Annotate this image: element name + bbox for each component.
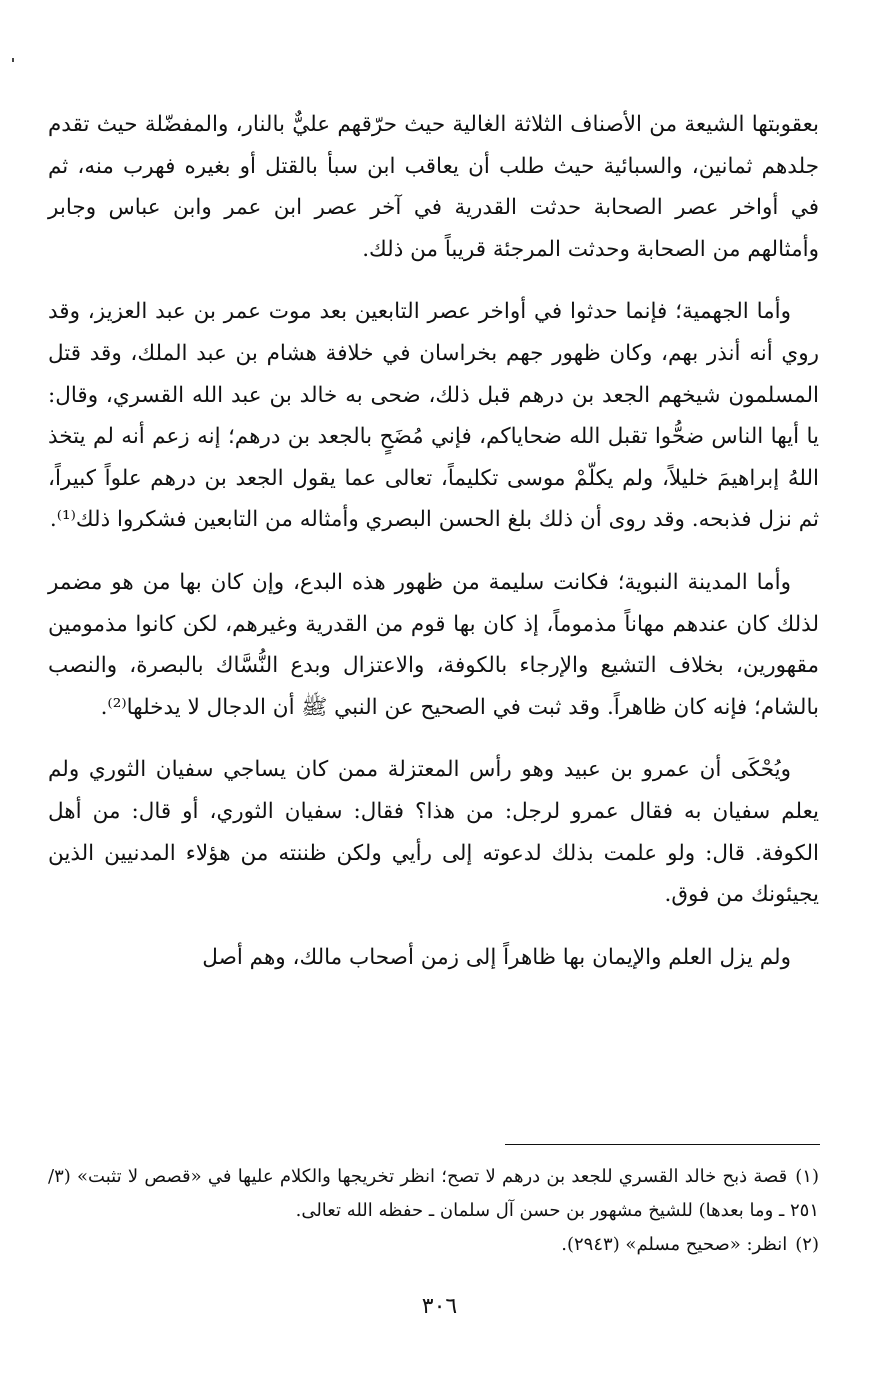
footnote-number: (١) — [795, 1166, 819, 1187]
main-text — [48, 104, 819, 978]
footnotes — [48, 1160, 819, 1262]
footnote-separator — [505, 1144, 820, 1145]
scan-speck — [12, 58, 14, 62]
paragraph-5: ولم يزل العلم والإيمان بها ظاهراً إلى زمن أصحاب مالك، وهم أصل — [202, 944, 791, 970]
paragraph-4: ويُحْكَى أن عمرو بن عبيد وهو رأس المعتزلة ممن كان يساجي سفيان الثوري ولم يعلم سفيان به فقال عمرو لرجل: من هذا؟ فقال: سفيان الثوري، أو قال: من أهل الكوفة. قال: ولو علمت بذلك لدعوته إلى رأيي ولكن ظننته من هؤلاء المدنيين الذين يجيئونك من فوق. — [48, 757, 819, 908]
footnote-2 — [48, 1228, 819, 1262]
paragraph-1: بعقوبتها الشيعة من الأصناف الثلاثة الغالية حيث حرّقهم عليٌّ بالنار، والمفضّلة حيث تقدم جلدهم ثمانين، والسبائية حيث طلب أن يعاقب ابن سبأ بالقتل أو بغيره فهرب منه، ثم في أواخر عصر الصحابة حدثت القدرية في آخر عصر ابن عمر وابن عباس وجابر وأمثالهم من الصحابة وحدثت المرجئة قريباً من ذلك. — [48, 112, 819, 262]
paragraph-3: وأما المدينة النبوية؛ فكانت سليمة من ظهور هذه البدع، وإن كان بها من هو مضمر لذلك كان عندهم مهاناً مذموماً، إذ كان بها قوم من القدرية وغيرهم، لكن كانوا مذمومين مقهورين، بخلاف التشيع والإرجاء بالكوفة، والاعتزال وبدع النُّسَّاك بالبصرة، والنصب بالشام؛ فإنه كان ظاهراً. وقد ثبت في الصحيح عن النبي ﷺ أن الدجال لا يدخلها⁽²⁾. — [48, 569, 819, 720]
footnote-text: قصة ذبح خالد القسري للجعد بن درهم لا تصح؛ انظر تخريجها والكلام عليها في «قصص لا تثبت» (٣/ ٢٥١ ـ وما بعدها) للشيخ مشهور بن حسن آل سلمان ـ حفظه الله تعالى. — [48, 1166, 819, 1221]
page-number: ٣٠٦ — [421, 1294, 458, 1319]
footnote-1 — [48, 1160, 819, 1228]
footnote-text: انظر: «صحيح مسلم» (٢٩٤٣). — [561, 1234, 788, 1255]
footnote-number: (٢) — [795, 1234, 819, 1255]
paragraph-2: وأما الجهمية؛ فإنما حدثوا في أواخر عصر التابعين بعد موت عمر بن عبد العزيز، وقد روي أنه أنذر بهم، وكان ظهور جهم بخراسان في خلافة هشام بن عبد الملك، وقد قتل المسلمون شيخهم الجعد بن درهم قبل ذلك، ضحى به خالد بن عبد الله القسري، وقال: يا أيها الناس ضحُّوا تقبل الله ضحاياكم، فإني مُضَحٍ بالجعد بن درهم؛ إنه زعم أنه لم يتخذ اللهُ إبراهيمَ خليلاً، ولم يكلّمْ موسى تكليماً، تعالى عما يقول الجعد بن درهم علواً كبيراً، ثم نزل فذبحه. وقد روى أن ذلك بلغ الحسن البصري وأمثاله من التابعين فشكروا ذلك⁽¹⁾. — [48, 299, 819, 533]
